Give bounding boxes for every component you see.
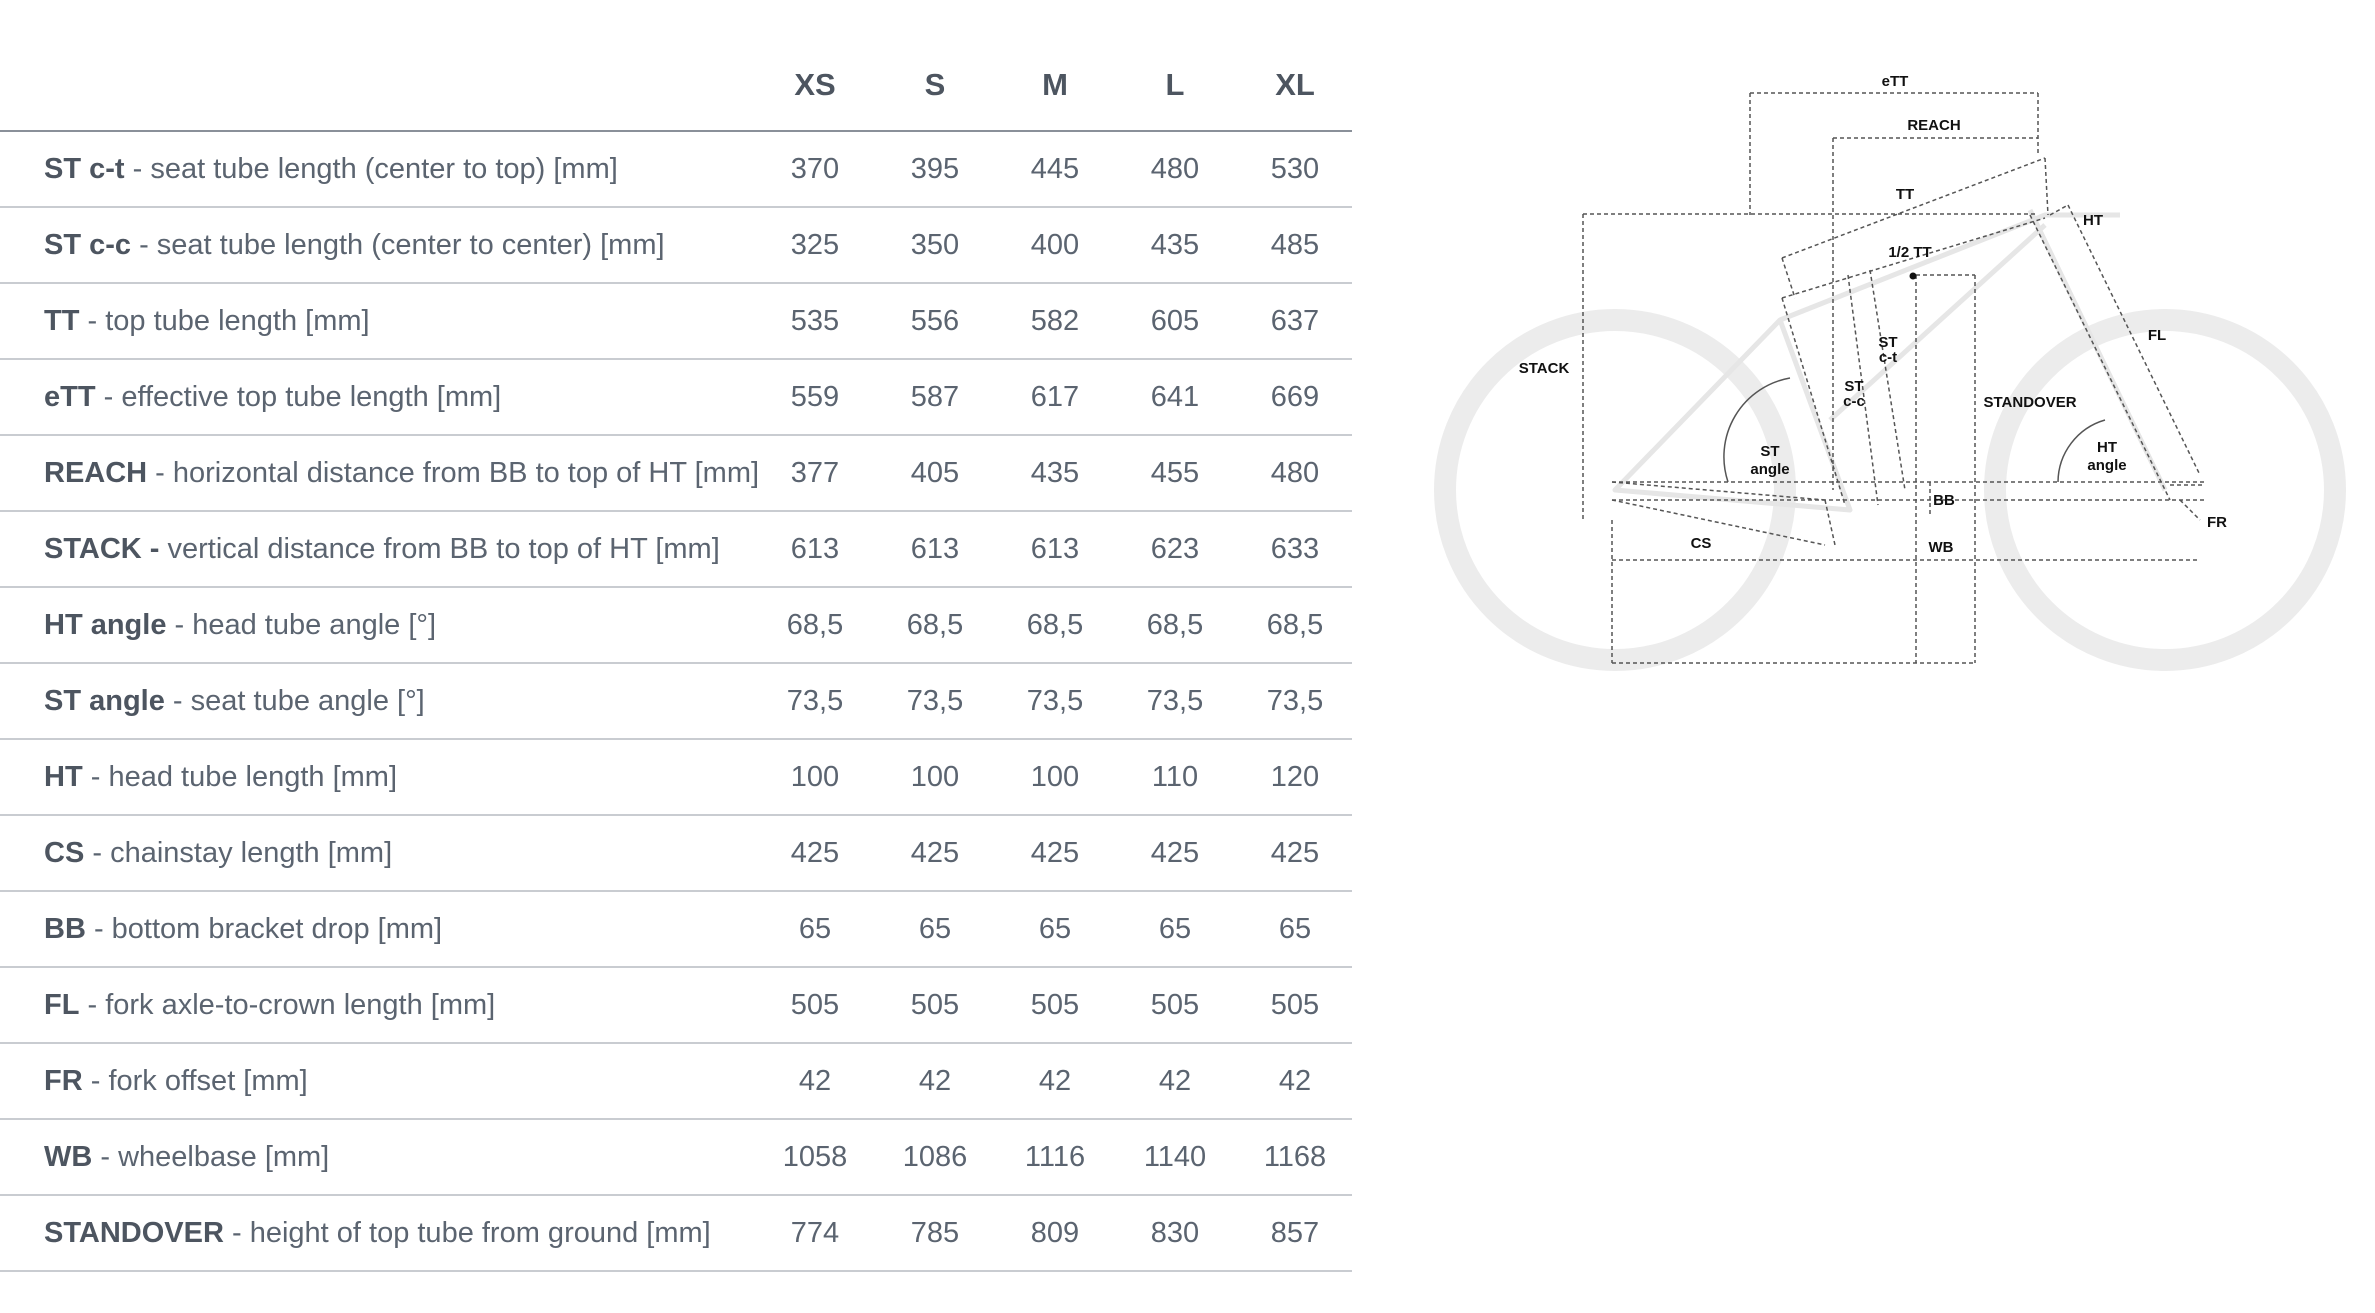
value-cell: 68,5 — [786, 609, 844, 641]
row-label — [44, 284, 370, 358]
value-cell: 1168 — [1263, 1141, 1327, 1173]
value-cell: 377 — [790, 457, 840, 489]
label-ht-angle-1: HT — [2097, 439, 2117, 456]
row-description: - top tube length [mm] — [79, 305, 370, 337]
value-cell: 556 — [910, 305, 960, 337]
label-cs: CS — [1690, 535, 1712, 552]
value-cell: 42 — [798, 1065, 832, 1097]
value-cell: 42 — [1038, 1065, 1072, 1097]
table-row — [0, 740, 1352, 816]
value-cell: 425 — [790, 837, 840, 869]
value-cell: 809 — [1030, 1217, 1080, 1249]
value-cell: 73,5 — [1146, 685, 1204, 717]
label-st-cc-2: c-c — [1843, 393, 1865, 410]
label-ht-angle-2: angle — [2087, 457, 2127, 474]
value-cell: 830 — [1150, 1217, 1200, 1249]
value-cell: 505 — [790, 989, 840, 1021]
row-description: - seat tube length (center to top) [mm] — [124, 153, 618, 185]
value-cell: 1086 — [902, 1141, 968, 1173]
value-cell: 73,5 — [1266, 685, 1324, 717]
row-abbreviation: STACK - — [44, 533, 160, 565]
label-ht: HT — [2083, 212, 2103, 229]
value-cell: 530 — [1270, 153, 1320, 185]
value-cell: 425 — [1150, 837, 1200, 869]
value-cell: 425 — [1030, 837, 1080, 869]
row-abbreviation: ST angle — [44, 685, 165, 717]
row-description: - horizontal distance from BB to top of HT [mm] — [147, 457, 760, 489]
label-wb: WB — [1928, 539, 1954, 556]
row-abbreviation: FR — [44, 1065, 83, 1097]
value-cell: 535 — [790, 305, 840, 337]
label-fr: FR — [2207, 514, 2227, 531]
size-header-l: L — [1165, 67, 1185, 102]
value-cell: 435 — [1030, 457, 1080, 489]
table-row — [0, 132, 1352, 208]
row-abbreviation: REACH — [44, 457, 148, 489]
size-header-m: M — [1042, 67, 1068, 102]
row-abbreviation: HT angle — [44, 609, 167, 641]
value-cell: 425 — [1270, 837, 1320, 869]
value-cell: 480 — [1270, 457, 1320, 489]
row-description: vertical distance from BB to top of HT [mm] — [159, 533, 720, 565]
table-row — [0, 208, 1352, 284]
value-cell: 68,5 — [1146, 609, 1204, 641]
row-abbreviation: ST c-t — [44, 153, 125, 185]
value-cell: 425 — [910, 837, 960, 869]
row-abbreviation: WB — [44, 1141, 93, 1173]
size-header-xs: XS — [794, 67, 836, 102]
value-cell: 68,5 — [906, 609, 964, 641]
row-abbreviation: BB — [44, 913, 86, 945]
label-st-ct-2: c-t — [1878, 349, 1898, 366]
value-cell: 370 — [790, 153, 840, 185]
half-tt-dot — [1910, 273, 1917, 280]
table-row — [0, 360, 1352, 436]
value-cell: 587 — [910, 381, 960, 413]
label-standover: STANDOVER — [1983, 394, 2077, 411]
row-abbreviation: STANDOVER — [44, 1217, 224, 1249]
value-cell: 669 — [1270, 381, 1320, 413]
row-description: - wheelbase [mm] — [92, 1141, 330, 1173]
value-cell: 641 — [1150, 381, 1200, 413]
value-cell: 617 — [1030, 381, 1080, 413]
table-row — [0, 512, 1352, 588]
row-description: - effective top tube length [mm] — [95, 381, 502, 413]
row-label — [44, 436, 759, 510]
row-label — [44, 512, 720, 586]
value-cell: 100 — [790, 761, 840, 793]
row-label — [44, 892, 442, 966]
value-cell: 395 — [910, 153, 960, 185]
value-cell: 73,5 — [906, 685, 964, 717]
value-cell: 405 — [910, 457, 960, 489]
value-cell: 857 — [1270, 1217, 1320, 1249]
value-cell: 350 — [910, 229, 960, 261]
value-cell: 435 — [1150, 229, 1200, 261]
row-abbreviation: ST c-c — [44, 229, 132, 261]
value-cell: 485 — [1270, 229, 1320, 261]
table-row — [0, 1196, 1352, 1272]
value-cell: 68,5 — [1266, 609, 1324, 641]
row-description: - head tube angle [°] — [166, 609, 437, 641]
label-half-tt: 1/2 TT — [1888, 244, 1932, 261]
value-cell: 325 — [790, 229, 840, 261]
table-row — [0, 588, 1352, 664]
value-cell: 774 — [790, 1217, 840, 1249]
value-cell: 42 — [1278, 1065, 1312, 1097]
row-label — [44, 968, 495, 1042]
label-bb: BB — [1933, 492, 1955, 509]
table-row — [0, 892, 1352, 968]
label-st-angle-2: angle — [1750, 461, 1790, 478]
table-body — [0, 132, 1352, 1272]
value-cell: 613 — [790, 533, 840, 565]
row-label — [44, 360, 501, 434]
value-cell: 480 — [1150, 153, 1200, 185]
table-row — [0, 436, 1352, 512]
row-abbreviation: TT — [44, 305, 80, 337]
value-cell: 110 — [1151, 761, 1199, 793]
row-label — [44, 740, 397, 814]
row-description: - head tube length [mm] — [82, 761, 398, 793]
value-cell: 505 — [1150, 989, 1200, 1021]
row-description: - fork offset [mm] — [82, 1065, 308, 1097]
value-cell: 100 — [910, 761, 960, 793]
row-abbreviation: HT — [44, 761, 83, 793]
value-cell: 445 — [1030, 153, 1080, 185]
value-cell: 613 — [910, 533, 960, 565]
label-tt: TT — [1895, 186, 1915, 203]
value-cell: 65 — [1158, 913, 1192, 945]
value-cell: 73,5 — [786, 685, 844, 717]
size-header-s: S — [924, 67, 946, 102]
row-description: - height of top tube from ground [mm] — [223, 1217, 711, 1249]
row-description: - seat tube length (center to center) [mm] — [131, 229, 665, 261]
value-cell: 633 — [1270, 533, 1320, 565]
geometry-table — [0, 40, 1352, 1272]
value-cell: 100 — [1030, 761, 1080, 793]
label-st-angle-1: ST — [1760, 443, 1780, 460]
row-description: - chainstay length [mm] — [84, 837, 393, 869]
table-row — [0, 816, 1352, 892]
value-cell: 559 — [790, 381, 840, 413]
value-cell: 1058 — [782, 1141, 848, 1173]
row-label — [44, 664, 425, 738]
label-ett: eTT — [1881, 73, 1909, 90]
label-fl: FL — [2147, 327, 2167, 344]
value-cell: 613 — [1030, 533, 1080, 565]
table-header-row — [0, 40, 1352, 132]
label-st-ct-1: ST — [1878, 334, 1898, 351]
table-row — [0, 968, 1352, 1044]
row-abbreviation: CS — [44, 837, 85, 869]
row-label — [44, 1120, 329, 1194]
table-row — [0, 1044, 1352, 1120]
value-cell: 605 — [1150, 305, 1200, 337]
label-reach: REACH — [1907, 117, 1961, 134]
label-st-cc-1: ST — [1844, 378, 1864, 395]
value-cell: 68,5 — [1026, 609, 1084, 641]
row-description: - fork axle-to-crown length [mm] — [79, 989, 496, 1021]
value-cell: 505 — [1030, 989, 1080, 1021]
row-label — [44, 588, 436, 662]
value-cell: 505 — [910, 989, 960, 1021]
value-cell: 42 — [1158, 1065, 1192, 1097]
row-abbreviation: eTT — [44, 381, 96, 413]
row-abbreviation: FL — [44, 989, 80, 1021]
row-label — [44, 1044, 308, 1118]
value-cell: 1140 — [1143, 1141, 1207, 1173]
value-cell: 785 — [910, 1217, 960, 1249]
value-cell: 623 — [1150, 533, 1200, 565]
value-cell: 455 — [1150, 457, 1200, 489]
size-header-xl: XL — [1275, 67, 1315, 102]
row-label — [44, 1196, 711, 1270]
table-row — [0, 284, 1352, 360]
value-cell: 400 — [1030, 229, 1080, 261]
row-description: - seat tube angle [°] — [164, 685, 425, 717]
row-label — [44, 816, 392, 890]
value-cell: 65 — [1038, 913, 1072, 945]
value-cell: 582 — [1030, 305, 1080, 337]
value-cell: 73,5 — [1026, 685, 1084, 717]
label-stack: STACK — [1518, 360, 1570, 377]
table-row — [0, 1120, 1352, 1196]
row-label — [44, 208, 665, 282]
value-cell: 65 — [918, 913, 952, 945]
value-cell: 505 — [1270, 989, 1320, 1021]
value-cell: 637 — [1270, 305, 1320, 337]
row-label — [44, 132, 618, 206]
value-cell: 120 — [1270, 761, 1320, 793]
value-cell: 1116 — [1024, 1141, 1086, 1173]
table-row — [0, 664, 1352, 740]
row-description: - bottom bracket drop [mm] — [85, 913, 443, 945]
value-cell: 42 — [918, 1065, 952, 1097]
bike-geometry-diagram — [1420, 60, 2375, 680]
value-cell: 65 — [798, 913, 832, 945]
value-cell: 65 — [1278, 913, 1312, 945]
